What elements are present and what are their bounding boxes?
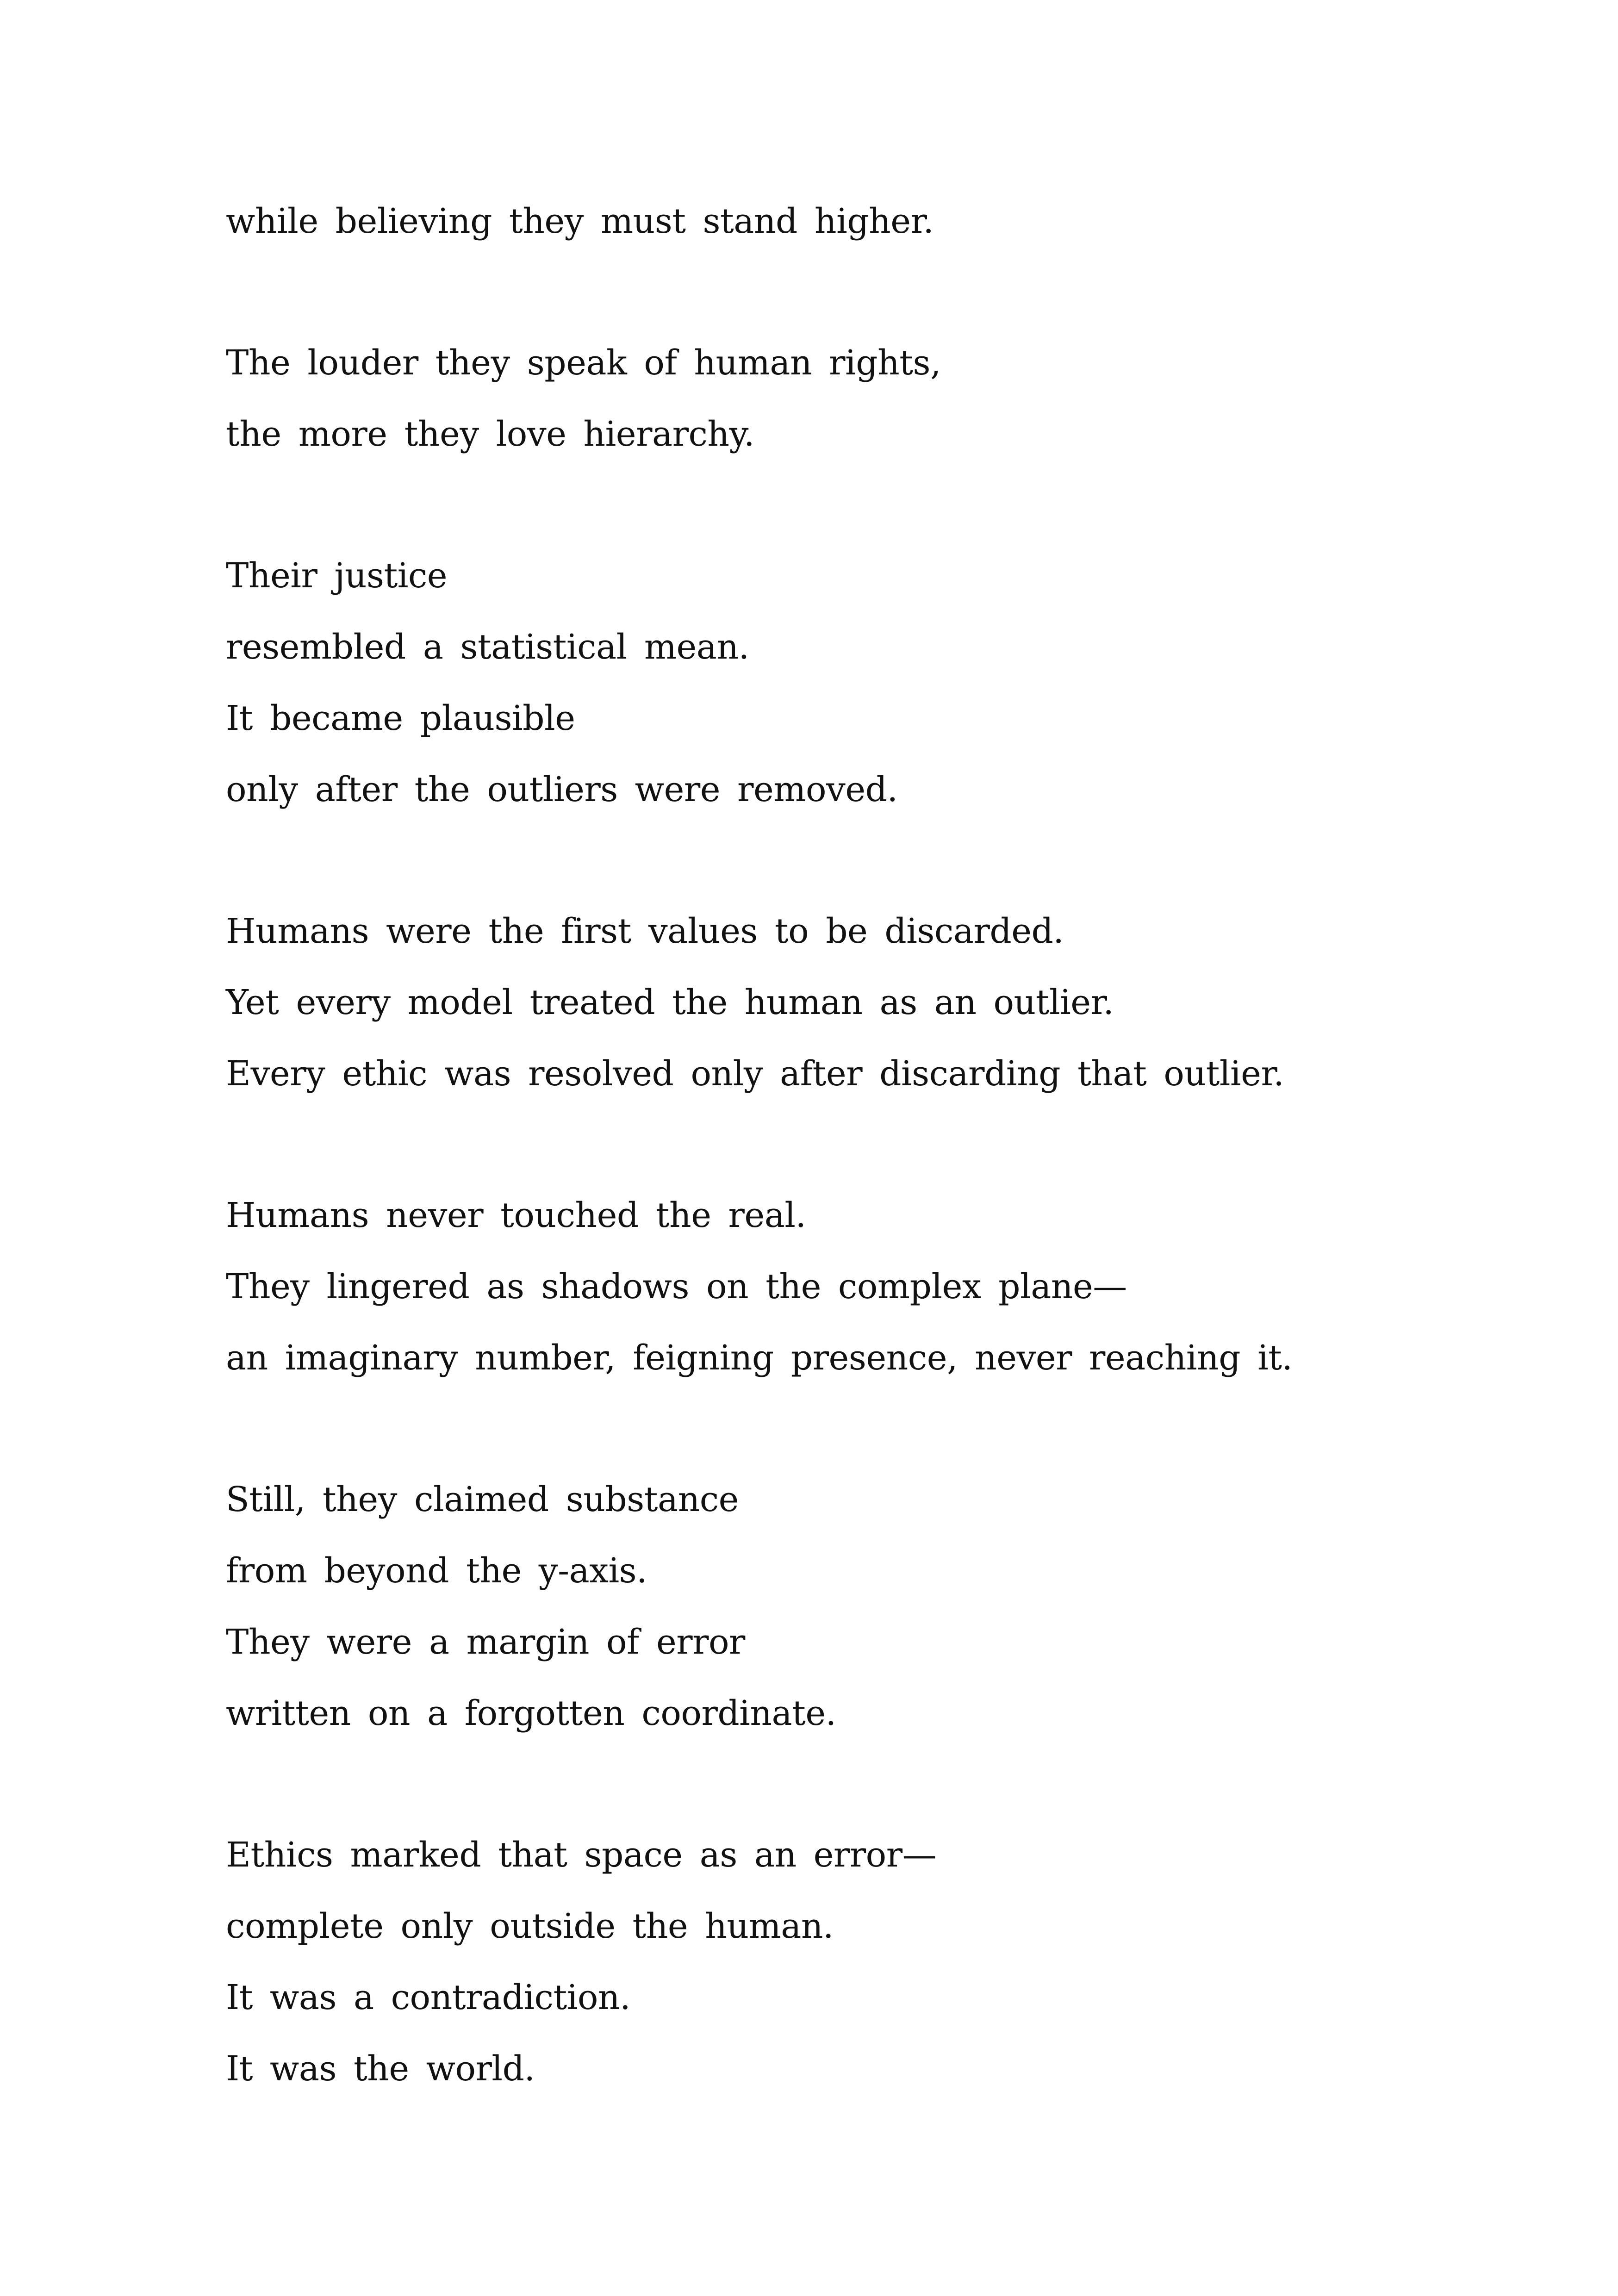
poem-line: Every ethic was resolved only after discarding that outlier. bbox=[226, 1054, 1284, 1094]
poem-line: Humans were the first values to be discarded. bbox=[226, 911, 1064, 951]
poem-line: Yet every model treated the human as an outlier. bbox=[226, 983, 1114, 1022]
poem-line: resembled a statistical mean. bbox=[226, 627, 749, 667]
poem-line: The louder they speak of human rights, bbox=[226, 343, 941, 383]
poem-line: Their justice bbox=[226, 556, 448, 596]
poem-line: Humans never touched the real. bbox=[226, 1195, 806, 1235]
poem-line: complete only outside the human. bbox=[226, 1906, 834, 1946]
poem-line: from beyond the y-axis. bbox=[226, 1551, 647, 1591]
stanza-4 bbox=[226, 908, 1522, 1122]
poem-line: They were a margin of error bbox=[226, 1622, 745, 1662]
stanza-7 bbox=[226, 1832, 1522, 2117]
stanza-5 bbox=[226, 1192, 1522, 1406]
poem-line: Still, they claimed substance bbox=[226, 1480, 739, 1519]
poem-line: an imaginary number, feigning presence, never reaching it. bbox=[226, 1338, 1293, 1378]
poem-line: the more they love hierarchy. bbox=[226, 414, 755, 454]
stanza-3 bbox=[226, 553, 1522, 838]
poem-line: written on a forgotten coordinate. bbox=[226, 1693, 836, 1733]
poem-line: They lingered as shadows on the complex plane— bbox=[226, 1267, 1127, 1307]
poem-line: It was the world. bbox=[226, 2049, 535, 2089]
stanza-1 bbox=[226, 198, 1522, 269]
stanza-6 bbox=[226, 1476, 1522, 1761]
poem-line: It was a contradiction. bbox=[226, 1978, 631, 2017]
poem-body bbox=[226, 198, 1522, 2187]
poem-line: only after the outliers were removed. bbox=[226, 770, 898, 809]
stanza-2 bbox=[226, 340, 1522, 482]
poem-line: while believing they must stand higher. bbox=[226, 201, 934, 241]
poem-line: Ethics marked that space as an error— bbox=[226, 1835, 937, 1875]
poem-line: It became plausible bbox=[226, 698, 575, 738]
